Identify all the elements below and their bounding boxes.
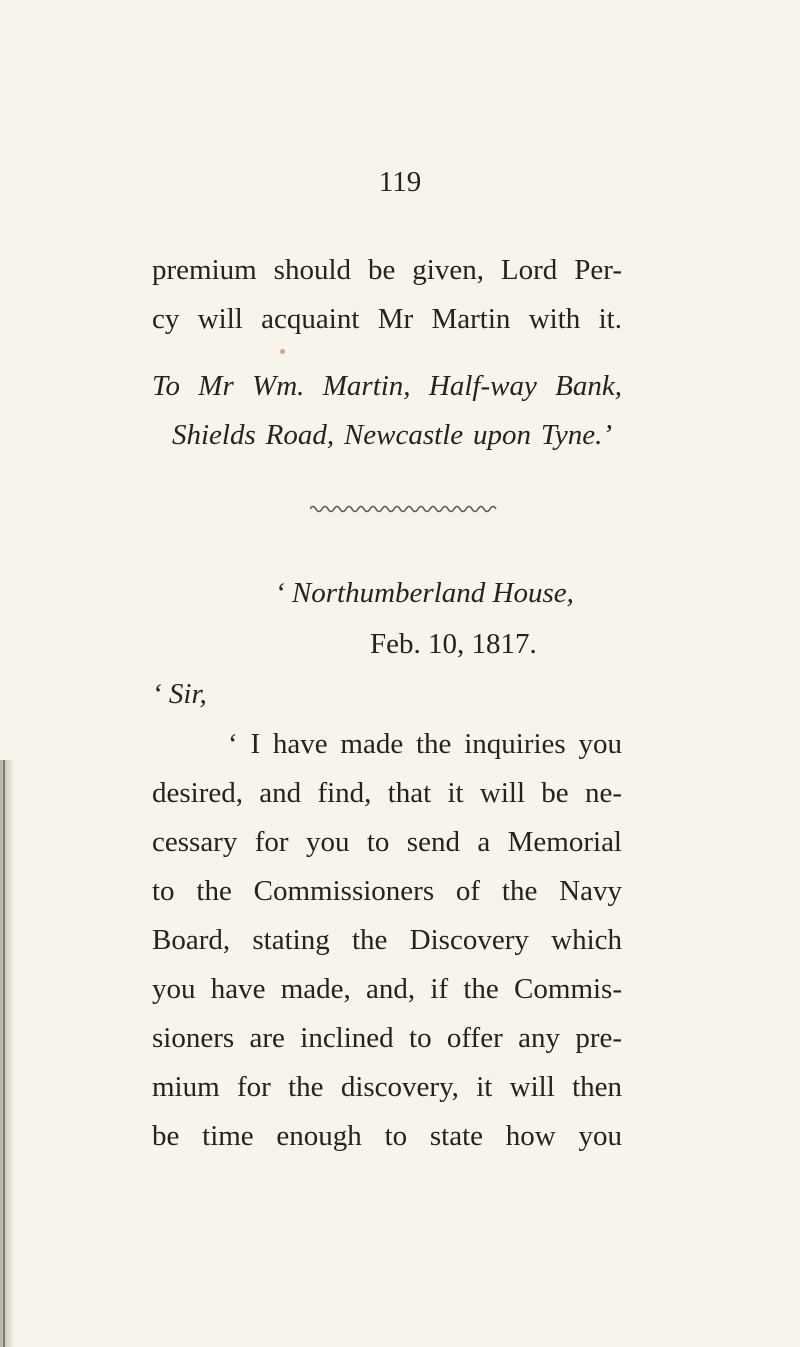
letter-body-line-3: cessary for you to send a Memorial bbox=[152, 826, 622, 858]
letter-body-line-5: Board, stating the Discovery which bbox=[152, 924, 622, 956]
address-line-1: To Mr Wm. Martin, Half-way Bank, bbox=[152, 370, 622, 402]
binding-edge-line bbox=[3, 760, 5, 1347]
ornamental-divider bbox=[310, 503, 500, 515]
letter-date: Feb. 10, 1817. bbox=[370, 628, 537, 660]
paper-speck bbox=[280, 349, 285, 354]
letter-salutation: ‘ Sir, bbox=[152, 678, 207, 710]
letter-body-line-2: desired, and find, that it will be ne- bbox=[152, 777, 622, 809]
letter-place: ‘ Northumberland House, bbox=[275, 577, 574, 609]
text-line-1: premium should be given, Lord Per- bbox=[152, 254, 622, 286]
letter-body-line-4: to the Commissioners of the Navy bbox=[152, 875, 622, 907]
address-line-2: Shields Road, Newcastle upon Tyne.’ bbox=[172, 419, 612, 451]
letter-body-line-8: mium for the discovery, it will then bbox=[152, 1071, 622, 1103]
letter-body-line-6: you have made, and, if the Commis- bbox=[152, 973, 622, 1005]
letter-body-line-9: be time enough to state how you bbox=[152, 1120, 622, 1152]
letter-body-line-7: sioners are inclined to offer any pre- bbox=[152, 1022, 622, 1054]
text-line-2: cy will acquaint Mr Martin with it. bbox=[152, 303, 622, 335]
page-number: 119 bbox=[378, 166, 422, 198]
letter-body-line-1: ‘ I have made the inquiries you bbox=[228, 728, 622, 760]
